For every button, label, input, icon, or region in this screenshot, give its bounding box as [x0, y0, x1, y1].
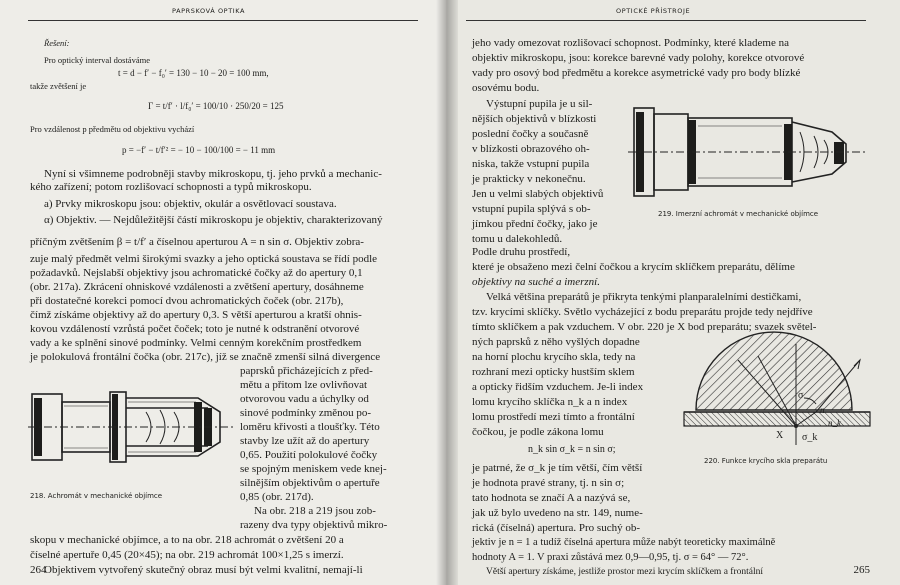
text-line: poslední čočky a současně	[472, 128, 589, 140]
text-line: stavby lze užít až do apertury	[240, 435, 370, 447]
text-line: Nyní si všimneme podrobněji stavby mikroskopu, tj. jeho prvků a mechanic-	[44, 168, 382, 180]
figure-219-immersion-objective-drawing	[628, 92, 868, 210]
text-line: sinové podmínky změnou po-	[240, 407, 372, 419]
label-sigma: σ	[798, 390, 804, 401]
text-line: je hodnota pravé strany, tj. n sin σ;	[472, 477, 625, 489]
text-line: Objektivem vytvořený skutečný obraz musí být velmi kvalitní, nemají-li	[44, 564, 363, 576]
text-line: mětu a přitom lze ovlivňovat	[240, 379, 368, 391]
text-line: zuje malý předmět velmi širokými svazky a jeho optická soustava se řídí podle	[30, 253, 378, 265]
header-rule	[466, 20, 866, 21]
text-line: Velká většina preparátů je přikryta tenkými planparalelními destičkami,	[486, 291, 802, 303]
figure-218-caption: 218. Achromát v mechanické objímce	[30, 492, 163, 500]
text-line: v blízkosti obrazového oh-	[472, 143, 590, 155]
text-line: na horní plochu krycího skla, tedy na	[472, 351, 636, 363]
equation-magnification: Γ = t/f′ · l/f₀′ = 100/10 · 250/20 = 125	[148, 101, 284, 111]
text-line: číselné apertuře 0,45 (20×45); na obr. 219 achromát 100×1,25 s imerzí.	[30, 549, 344, 561]
text-line: α) Objektiv. — Nejdůležitější částí mikroskopu je objektiv, charakterizovaný	[44, 214, 383, 226]
text-line: Jen u velmi slabých objektivů	[472, 188, 604, 200]
equation-interval: t = d − f′ − f₀′ = 130 − 10 − 20 = 100 mm,	[118, 68, 269, 78]
text-line: silnějším objektivům o apertuře	[240, 477, 380, 489]
equation-distance: p = −f′ − t/f′² = − 10 − 100/100 = − 11 mm	[122, 145, 276, 155]
text-line: jímkou přední čočky, jako je	[472, 218, 598, 230]
text-line: loměru křivosti a tloušťky. Této	[240, 421, 380, 433]
text-line: které je obsaženo mezi čelní čočkou a krycím sklíčkem preparátu, dělíme	[472, 261, 795, 273]
text-line: osovému bodu.	[472, 82, 540, 94]
text-line: jak už bylo uvedeno na str. 149, nume-	[472, 507, 643, 519]
text-line: objektiv mikroskopu, jsou: korekce barevné vady polohy, korekce otvorové	[472, 52, 805, 64]
text-line: Výstupní pupila je u sil-	[486, 98, 593, 110]
text-line: kovou vzdáleností vzrůstá počet čoček; toto je nutné k odstranění otvorové	[30, 323, 360, 335]
text-line: takže zvětšení je	[30, 81, 87, 91]
solution-label: Řešení:	[44, 38, 70, 48]
text-line: 0,65. Použití polokulové čočky	[240, 449, 378, 461]
left-page	[0, 0, 446, 585]
text-line: Pro optický interval dostáváme	[44, 55, 150, 65]
text-line: příčným zvětšením β = t/f′ a číselnou aperturou A = n sin σ. Objektiv zobra-	[30, 236, 364, 248]
text-line: jektiv je n = 1 a tudíž číselná apertura může nabýt teoreticky maximálně	[472, 537, 776, 548]
right-page-last-lines	[472, 566, 852, 584]
page-number-right: 265	[853, 564, 870, 576]
text-line: a opticky řidším vzduchem. Je-li index	[472, 381, 644, 393]
text-line: jeho vady omezovat rozlišovací schopnost. Podmínky, které klademe na	[472, 37, 789, 49]
text-line: niska, takže vstupní pupila	[472, 158, 590, 170]
text-line: je prakticky v nekonečnu.	[472, 173, 586, 185]
text-line: tato hodnota se značí A a nazývá se,	[472, 492, 631, 504]
text-line: se spojným meniskem vede knej-	[240, 463, 387, 475]
figure-219-caption: 219. Imerzní achromát v mechanické objímce	[658, 210, 819, 218]
text-line: kého zařízení; potom rozlišovací schopnosti a typů mikroskopu.	[30, 181, 312, 193]
text-line: 0,85 (obr. 217d).	[240, 491, 314, 503]
label-n: n	[820, 405, 825, 415]
text-line: lomu prostředí mezi tímto a frontální	[472, 411, 635, 423]
section-heading: a) Prvky mikroskopu jsou: objektiv, okulár a osvětlovací soustava.	[44, 198, 337, 210]
right-page	[446, 0, 900, 585]
figure-220-caption: 220. Funkce krycího skla preparátu	[704, 457, 828, 465]
page-number-left: 264	[30, 564, 47, 576]
text-line: Podle druhu prostředí,	[472, 246, 571, 258]
label-sigmak: σ_k	[802, 432, 818, 443]
text-line: tímto sklíčkem a pak vzduchem. V obr. 220 je X bod preparátu; svazek světel-	[472, 321, 817, 333]
text-line: tomu u dalekohledů.	[472, 233, 563, 245]
text-line: Větší apertury získáme, jestliže prostor mezi krycím sklíčkem a frontální	[486, 567, 763, 577]
text-line: otvorovou vadu a úchylky od	[240, 393, 369, 405]
text-line: požadavků. Nejslabší objektivy jsou achromatické čočky až do apertury 0,1	[30, 267, 363, 279]
text-line: čočkou, je podle zákona lomu	[472, 426, 604, 438]
text-line: vstupní pupila splývá s ob-	[472, 203, 591, 215]
figure-218-objective-drawing	[28, 372, 238, 482]
text-line: razeny dva typy objektivů mikro-	[240, 519, 388, 531]
label-nk: n_k	[828, 418, 841, 428]
header-rule	[28, 20, 418, 21]
text-line: skopu v mechanické objímce, a to na obr. 218 achromát o zvětšení 20 a	[30, 534, 344, 546]
text-line: je patrné, že σ_k je tím větší, čím větší	[472, 462, 643, 474]
text-line: ných paprsků z něho vyšlých dopadne	[472, 336, 640, 348]
text-line: nějších objektivů v blízkosti	[472, 113, 597, 125]
text-line: rická (číselná) apertura. Pro suchý ob-	[472, 522, 640, 534]
text-line: čímž získáme objektivy až do apertury 0,3. S větší aperturou a kratší ohnis-	[30, 309, 362, 321]
label-x: X	[776, 430, 784, 441]
text-line: objektivy na suché a imerzní.	[472, 276, 600, 288]
text-line: při dostatečné korekci pomocí dvou achromatických čoček (obr. 217b),	[30, 295, 344, 307]
equation-snell: n_k sin σ_k = n sin σ;	[528, 444, 616, 455]
running-head-right: OPTICKÉ PŘÍSTROJE	[616, 7, 691, 15]
text-line: paprsků přicházejících z před-	[240, 365, 373, 377]
text-line: lomu krycího sklíčka n_k a n index	[472, 396, 628, 408]
text-line: tzv. krycími sklíčky. Světlo vycházející z bodu preparátu projde tedy nejdříve	[472, 306, 813, 318]
gutter-shadow	[436, 0, 458, 585]
text-line: (obr. 217a). Zkrácení ohniskové vzdálenosti a zvětšení apertury, dosáhneme	[30, 281, 364, 293]
text-line: Na obr. 218 a 219 jsou zob-	[254, 505, 376, 517]
text-line: rozhraní mezi opticky hustším sklem	[472, 366, 635, 378]
text-line: je polokulová frontální čočka (obr. 217c), jíž se značně zmenší silná divergence	[30, 351, 381, 363]
text-line: hodnoty A = 1. V praxi zůstává mez 0,9—0,95, tj. σ = 64° — 72°.	[472, 552, 749, 563]
text-line: Pro vzdálenost p předmětu od objektivu vychází	[30, 124, 195, 134]
text-line: vady pro osový bod předmětu a korekce asymetrické vady pro body blízké	[472, 67, 801, 79]
running-head-left: PAPRSKOVÁ OPTIKA	[172, 7, 246, 15]
text-line: vady a ke splnění sinové podmínky. Velmi cenným korekčním prostředkem	[30, 337, 362, 349]
